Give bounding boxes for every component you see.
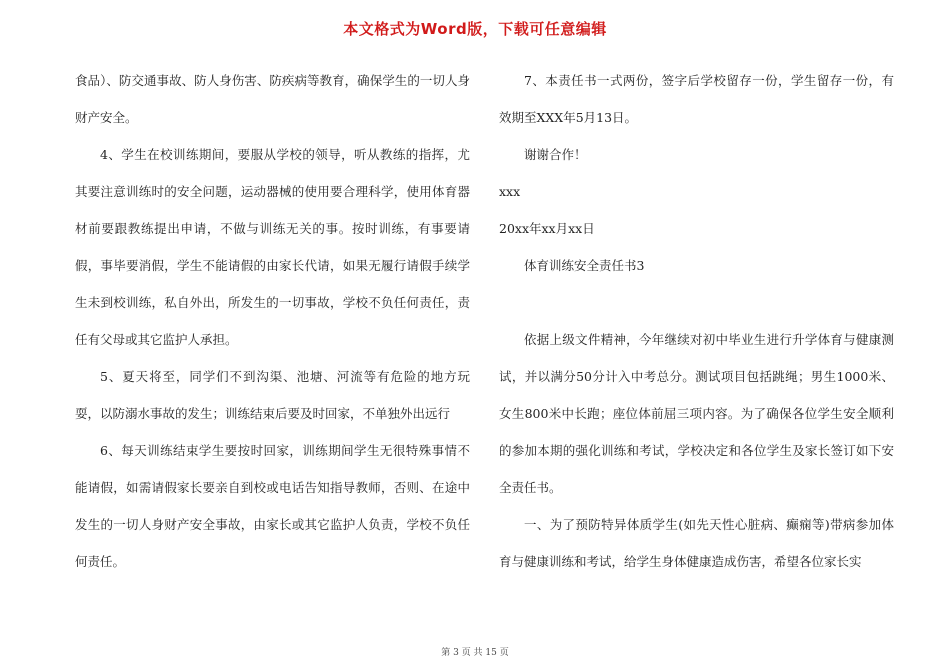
document-header: 本文格式为Word版，下载可任意编辑 (343, 20, 607, 38)
signature-date: 20xx年xx月xx日 (499, 221, 595, 236)
left-column (75, 62, 470, 580)
right-column (499, 62, 894, 580)
page-footer: 第 3 页 共 15 页 (441, 648, 509, 658)
paragraph-intro: 依据上级文件精神，今年继续对初中毕业生进行升学体育与健康测试，并以满分50分计入中考总分。测试项目包括跳绳；男生1000米、女生800米中长跑；座位体前屈三项内容。为了确保各位学生安全顺利的参加本期的强化训练和考试，学校决定和各位学生及家长签订如下安全责任书。 (499, 332, 894, 495)
paragraph-item-5: 5、夏天将至，同学们不到沟渠、池塘、河流等有危险的地方玩耍，以防溺水事故的发生；训练结束后要及时回家，不单独外出远行 (75, 369, 470, 421)
paragraph-item-7: 7、本责任书一式两份，签字后学校留存一份，学生留存一份，有效期至XXX年5月13日。 (499, 73, 894, 125)
paragraph-item-4: 4、学生在校训练期间，要服从学校的领导，听从教练的指挥，尤其要注意训练时的安全问题，运动器械的使用要合理科学，使用体育器材前要跟教练提出申请，不做与训练无关的事。按时训练，有事要请假，事毕要消假，学生不能请假的由家长代请，如果无履行请假手续学生未到校训练，私自外出，所发生的一切事故，学校不负任何责任，责任有父母或其它监护人承担。 (75, 147, 470, 347)
section-title: 体育训练安全责任书3 (524, 258, 645, 273)
paragraph-continued: 食品）、防交通事故、防人身伤害、防疾病等教育，确保学生的一切人身财产安全。 (75, 73, 470, 125)
paragraph-item-6: 6、每天训练结束学生要按时回家，训练期间学生无很特殊事情不能请假，如需请假家长要亲自到校或电话告知指导教师，否则、在途中发生的一切人身财产安全事故，由家长或其它监护人负责，学校不负任何责任。 (75, 443, 470, 569)
thanks-line: 谢谢合作！ (524, 147, 587, 162)
signature-name: xxx (499, 184, 521, 199)
paragraph-item-one: 一、为了预防特异体质学生(如先天性心脏病、癫痫等)带病参加体育与健康训练和考试，给学生身体健康造成伤害，希望各位家长实 (499, 517, 894, 569)
